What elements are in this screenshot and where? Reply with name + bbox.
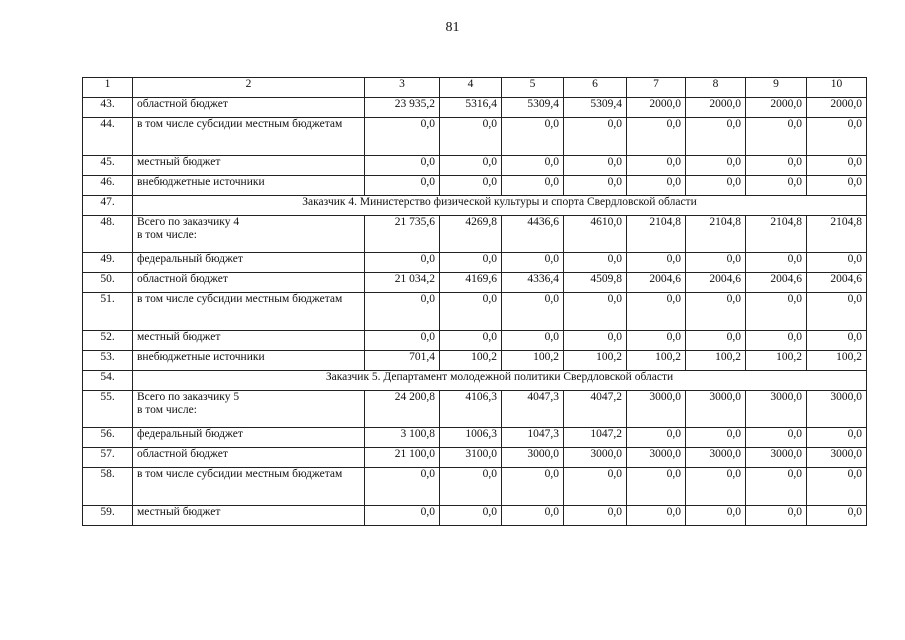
row-number: 43. (83, 98, 133, 118)
value-cell: 0,0 (807, 156, 867, 176)
value-cell: 2004,6 (627, 273, 686, 293)
row-number: 59. (83, 506, 133, 526)
value-cell: 3000,0 (746, 391, 807, 428)
value-cell: 1006,3 (440, 428, 502, 448)
value-cell: 3000,0 (502, 448, 564, 468)
value-cell: 2004,6 (746, 273, 807, 293)
table-row (83, 98, 867, 118)
value-cell: 0,0 (440, 293, 502, 331)
header-cell: 10 (807, 78, 867, 98)
value-cell: 0,0 (440, 506, 502, 526)
value-cell: 3000,0 (564, 448, 627, 468)
value-cell: 0,0 (502, 293, 564, 331)
table-row (83, 391, 867, 428)
page-number: 81 (445, 20, 460, 35)
value-cell: 1047,2 (564, 428, 627, 448)
value-cell: 4106,3 (440, 391, 502, 428)
value-cell: 0,0 (627, 156, 686, 176)
value-cell: 0,0 (564, 506, 627, 526)
value-cell: 3000,0 (627, 391, 686, 428)
value-cell: 0,0 (502, 156, 564, 176)
value-cell: 0,0 (627, 118, 686, 156)
value-cell: 0,0 (627, 331, 686, 351)
value-cell: 4169,6 (440, 273, 502, 293)
table-row (83, 118, 867, 156)
table-row (83, 156, 867, 176)
value-cell: 0,0 (746, 118, 807, 156)
value-cell: 0,0 (502, 253, 564, 273)
row-label: в том числе субсидии местным бюджетам (133, 118, 365, 156)
row-number: 46. (83, 176, 133, 196)
row-number: 47. (83, 196, 133, 216)
row-label: внебюджетные источники (133, 176, 365, 196)
row-label: в том числе субсидии местным бюджетам (133, 293, 365, 331)
value-cell: 0,0 (365, 253, 440, 273)
table-row (83, 176, 867, 196)
value-cell: 0,0 (746, 331, 807, 351)
table-row (83, 216, 867, 253)
row-number: 52. (83, 331, 133, 351)
row-label: внебюджетные источники (133, 351, 365, 371)
row-number: 55. (83, 391, 133, 428)
value-cell: 0,0 (627, 506, 686, 526)
value-cell: 4336,4 (502, 273, 564, 293)
value-cell: 0,0 (746, 293, 807, 331)
value-cell: 0,0 (746, 506, 807, 526)
row-label: федеральный бюджет (133, 428, 365, 448)
row-label: в том числе субсидии местным бюджетам (133, 468, 365, 506)
value-cell: 2004,6 (807, 273, 867, 293)
value-cell: 3000,0 (807, 391, 867, 428)
value-cell: 3000,0 (686, 391, 746, 428)
table-row (83, 273, 867, 293)
value-cell: 4047,2 (564, 391, 627, 428)
row-label: местный бюджет (133, 331, 365, 351)
value-cell: 0,0 (807, 506, 867, 526)
value-cell: 4509,8 (564, 273, 627, 293)
value-cell: 3100,0 (440, 448, 502, 468)
table-row (83, 428, 867, 448)
value-cell: 0,0 (686, 428, 746, 448)
value-cell: 0,0 (686, 156, 746, 176)
value-cell: 100,2 (627, 351, 686, 371)
header-row (83, 78, 867, 98)
value-cell: 0,0 (746, 253, 807, 273)
header-cell: 9 (746, 78, 807, 98)
table-row (83, 293, 867, 331)
row-number: 51. (83, 293, 133, 331)
table-row (83, 253, 867, 273)
value-cell: 2004,6 (686, 273, 746, 293)
value-cell: 3000,0 (627, 448, 686, 468)
row-number: 53. (83, 351, 133, 371)
value-cell: 21 034,2 (365, 273, 440, 293)
value-cell: 0,0 (564, 293, 627, 331)
row-number: 44. (83, 118, 133, 156)
value-cell: 0,0 (807, 428, 867, 448)
value-cell: 0,0 (365, 468, 440, 506)
value-cell: 2104,8 (686, 216, 746, 253)
value-cell: 4269,8 (440, 216, 502, 253)
section-title: Заказчик 4. Министерство физической культуры и спорта Свердловской области (133, 196, 867, 216)
value-cell: 23 935,2 (365, 98, 440, 118)
value-cell: 701,4 (365, 351, 440, 371)
value-cell: 3000,0 (686, 448, 746, 468)
header-cell: 6 (564, 78, 627, 98)
row-label: Всего по заказчику 4 в том числе: (133, 216, 365, 253)
value-cell: 0,0 (746, 468, 807, 506)
header-cell: 2 (133, 78, 365, 98)
row-number: 50. (83, 273, 133, 293)
value-cell: 100,2 (502, 351, 564, 371)
value-cell: 0,0 (502, 506, 564, 526)
value-cell: 0,0 (564, 253, 627, 273)
row-number: 57. (83, 448, 133, 468)
header-cell: 1 (83, 78, 133, 98)
value-cell: 0,0 (686, 468, 746, 506)
value-cell: 0,0 (502, 331, 564, 351)
value-cell: 0,0 (365, 118, 440, 156)
header-cell: 8 (686, 78, 746, 98)
table-row (83, 506, 867, 526)
value-cell: 100,2 (746, 351, 807, 371)
value-cell: 5309,4 (502, 98, 564, 118)
value-cell: 2104,8 (807, 216, 867, 253)
value-cell: 4047,3 (502, 391, 564, 428)
row-number: 54. (83, 371, 133, 391)
value-cell: 0,0 (440, 156, 502, 176)
value-cell: 2000,0 (686, 98, 746, 118)
row-number: 48. (83, 216, 133, 253)
value-cell: 0,0 (627, 293, 686, 331)
section-title: Заказчик 5. Департамент молодежной политики Свердловской области (133, 371, 867, 391)
section-row (83, 196, 867, 216)
value-cell: 100,2 (686, 351, 746, 371)
value-cell: 100,2 (807, 351, 867, 371)
value-cell: 0,0 (627, 253, 686, 273)
value-cell: 3000,0 (807, 448, 867, 468)
row-label: областной бюджет (133, 273, 365, 293)
value-cell: 0,0 (440, 253, 502, 273)
value-cell: 0,0 (746, 156, 807, 176)
value-cell: 0,0 (686, 506, 746, 526)
value-cell: 3000,0 (746, 448, 807, 468)
row-label: местный бюджет (133, 506, 365, 526)
value-cell: 0,0 (502, 176, 564, 196)
value-cell: 0,0 (564, 118, 627, 156)
value-cell: 4436,6 (502, 216, 564, 253)
value-cell: 21 735,6 (365, 216, 440, 253)
row-label: местный бюджет (133, 156, 365, 176)
row-number: 56. (83, 428, 133, 448)
value-cell: 100,2 (440, 351, 502, 371)
value-cell: 0,0 (807, 331, 867, 351)
value-cell: 0,0 (564, 176, 627, 196)
value-cell: 0,0 (440, 468, 502, 506)
value-cell: 4610,0 (564, 216, 627, 253)
header-cell: 4 (440, 78, 502, 98)
table-row (83, 331, 867, 351)
value-cell: 5309,4 (564, 98, 627, 118)
value-cell: 0,0 (502, 468, 564, 506)
value-cell: 0,0 (807, 468, 867, 506)
header-cell: 5 (502, 78, 564, 98)
section-row (83, 371, 867, 391)
value-cell: 3 100,8 (365, 428, 440, 448)
value-cell: 24 200,8 (365, 391, 440, 428)
row-label: областной бюджет (133, 98, 365, 118)
table-row (83, 468, 867, 506)
value-cell: 0,0 (686, 293, 746, 331)
row-label: федеральный бюджет (133, 253, 365, 273)
value-cell: 0,0 (365, 156, 440, 176)
value-cell: 0,0 (564, 156, 627, 176)
value-cell: 0,0 (627, 428, 686, 448)
value-cell: 1047,3 (502, 428, 564, 448)
value-cell: 0,0 (365, 506, 440, 526)
value-cell: 0,0 (807, 253, 867, 273)
table-row (83, 351, 867, 371)
value-cell: 2000,0 (807, 98, 867, 118)
value-cell: 0,0 (746, 428, 807, 448)
value-cell: 0,0 (564, 468, 627, 506)
value-cell: 0,0 (365, 331, 440, 351)
value-cell: 0,0 (807, 176, 867, 196)
value-cell: 0,0 (686, 118, 746, 156)
value-cell: 0,0 (686, 176, 746, 196)
value-cell: 5316,4 (440, 98, 502, 118)
row-label: областной бюджет (133, 448, 365, 468)
value-cell: 0,0 (746, 176, 807, 196)
header-cell: 3 (365, 78, 440, 98)
value-cell: 0,0 (365, 293, 440, 331)
value-cell: 0,0 (686, 331, 746, 351)
row-label: Всего по заказчику 5 в том числе: (133, 391, 365, 428)
value-cell: 0,0 (440, 176, 502, 196)
value-cell: 0,0 (807, 293, 867, 331)
value-cell: 2000,0 (746, 98, 807, 118)
value-cell: 0,0 (564, 331, 627, 351)
value-cell: 21 100,0 (365, 448, 440, 468)
value-cell: 100,2 (564, 351, 627, 371)
row-number: 58. (83, 468, 133, 506)
value-cell: 0,0 (627, 176, 686, 196)
row-number: 45. (83, 156, 133, 176)
budget-table (82, 77, 867, 526)
value-cell: 0,0 (502, 118, 564, 156)
value-cell: 2104,8 (627, 216, 686, 253)
header-cell: 7 (627, 78, 686, 98)
value-cell: 0,0 (440, 118, 502, 156)
table-row (83, 448, 867, 468)
value-cell: 0,0 (807, 118, 867, 156)
value-cell: 2000,0 (627, 98, 686, 118)
value-cell: 2104,8 (746, 216, 807, 253)
value-cell: 0,0 (686, 253, 746, 273)
value-cell: 0,0 (627, 468, 686, 506)
value-cell: 0,0 (440, 331, 502, 351)
row-number: 49. (83, 253, 133, 273)
value-cell: 0,0 (365, 176, 440, 196)
table-body (83, 78, 867, 526)
